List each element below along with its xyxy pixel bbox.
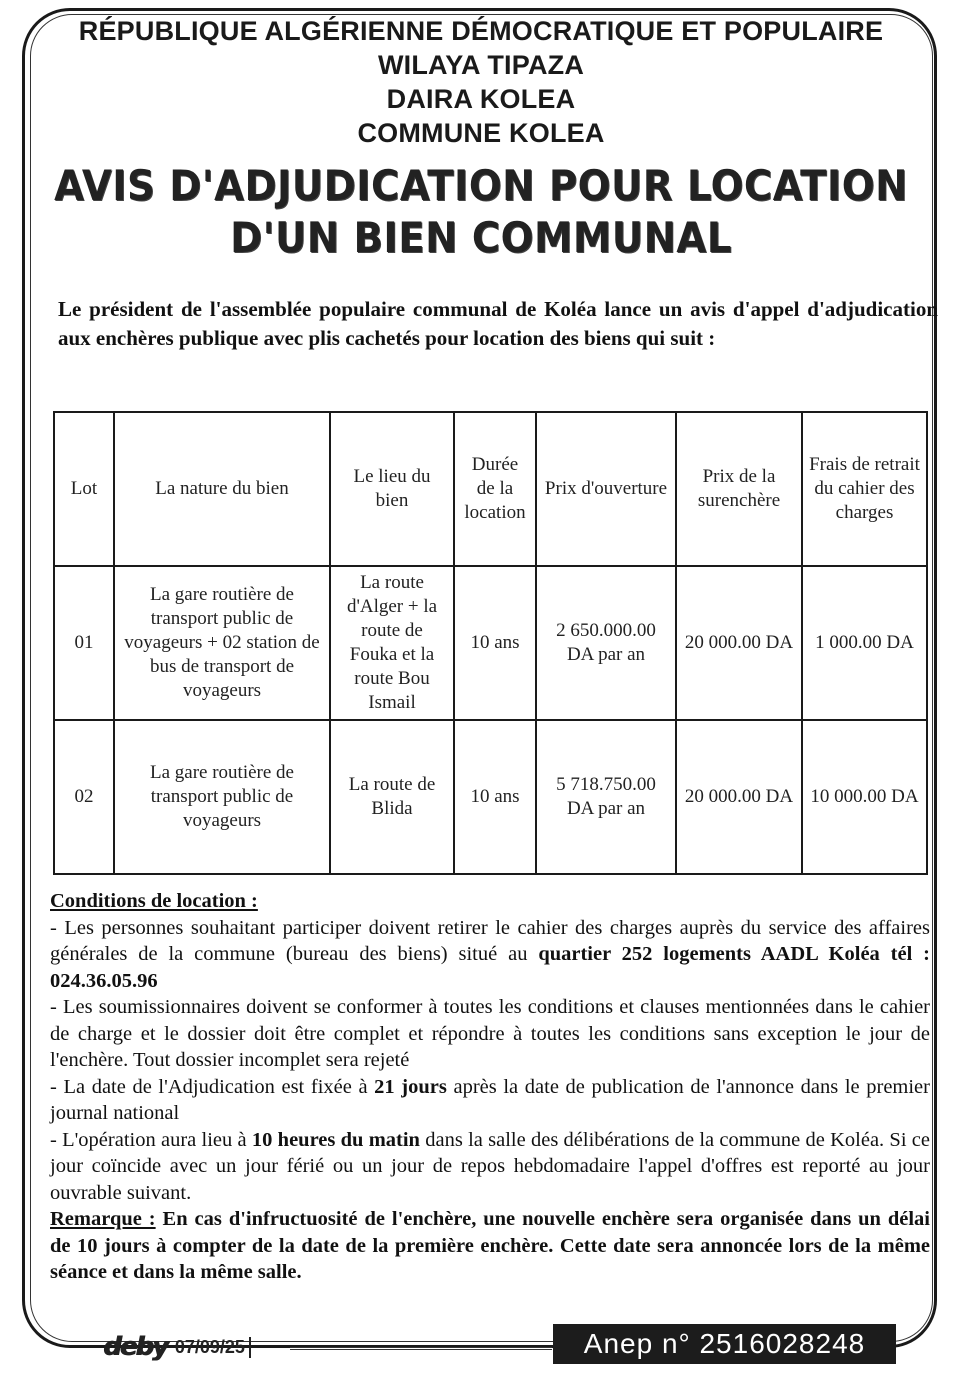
cell-prix-ouverture: 2 650.000.00 DA par an bbox=[536, 566, 676, 720]
footer-publisher bbox=[103, 1330, 251, 1364]
condition-hour: 10 heures du matin bbox=[251, 1128, 420, 1151]
table-row bbox=[54, 566, 927, 720]
cell-lot: 01 bbox=[54, 566, 114, 720]
condition-paragraph bbox=[50, 915, 930, 995]
header bbox=[0, 14, 962, 150]
remark-paragraph bbox=[50, 1206, 930, 1286]
remark-label: Remarque : bbox=[50, 1208, 156, 1230]
cell-nature: La gare routière de transport public de voyageurs bbox=[114, 720, 330, 874]
header-republic: RÉPUBLIQUE ALGÉRIENNE DÉMOCRATIQUE ET POPULAIRE bbox=[78, 16, 884, 46]
header-commune: COMMUNE KOLEA bbox=[357, 118, 605, 148]
header-nature: La nature du bien bbox=[114, 412, 330, 566]
condition-paragraph bbox=[50, 1127, 930, 1207]
header-lot: Lot bbox=[54, 412, 114, 566]
condition-text: dans la salle des délibérations de la commune de Koléa. Si ce jour coïncide avec un jour férié ou un jour de repos hebdomadaire l'appel d'offres est reporté au jour ouvrable suivant. bbox=[50, 1128, 930, 1204]
title-line-2: D'UN BIEN COMMUNAL bbox=[230, 213, 732, 262]
header-duree: Durée de la location bbox=[454, 412, 536, 566]
condition-text: - L'opération aura lieu à bbox=[50, 1128, 252, 1151]
header-prix-ouverture: Prix d'ouverture bbox=[536, 412, 676, 566]
conditions-section bbox=[50, 888, 930, 1286]
intro-paragraph: Le président de l'assemblée populaire communal de Koléa lance un avis d'appel d'adjudication aux enchères publique avec plis cachetés pour location des biens qui suit : bbox=[58, 297, 938, 350]
publisher-logo: deby bbox=[103, 1332, 167, 1362]
notice-title bbox=[0, 160, 962, 264]
condition-text: - Les personnes souhaitant participer doivent retirer le cahier des charges auprès du service des affaires générales de la commune (bureau des biens) situé au bbox=[50, 916, 930, 965]
cell-lot: 02 bbox=[54, 720, 114, 874]
cell-lieu: La route d'Alger + la route de Fouka et la route Bou Ismail bbox=[330, 566, 454, 720]
title-line-1: AVIS D'ADJUDICATION POUR LOCATION bbox=[54, 161, 908, 210]
cell-frais-retrait: 10 000.00 DA bbox=[802, 720, 927, 874]
cell-prix-ouverture: 5 718.750.00 DA par an bbox=[536, 720, 676, 874]
cell-frais-retrait: 1 000.00 DA bbox=[802, 566, 927, 720]
cell-duree: 10 ans bbox=[454, 566, 536, 720]
header-daira: DAIRA KOLEA bbox=[386, 84, 576, 114]
header-wilaya: WILAYA TIPAZA bbox=[377, 50, 585, 80]
anep-reference: Anep n° 2516028248 bbox=[553, 1324, 896, 1364]
condition-days: 21 jours bbox=[374, 1075, 447, 1098]
conditions-title: Conditions de location : bbox=[50, 890, 258, 912]
footer-divider bbox=[290, 1347, 552, 1350]
cell-duree: 10 ans bbox=[454, 720, 536, 874]
table-row bbox=[54, 720, 927, 874]
table-header-row bbox=[54, 412, 927, 566]
cell-prix-surenchere: 20 000.00 DA bbox=[676, 720, 802, 874]
cell-lieu: La route de Blida bbox=[330, 720, 454, 874]
condition-text: - La date de l'Adjudication est fixée à bbox=[50, 1075, 375, 1098]
header-frais-retrait: Frais de retrait du cahier des charges bbox=[802, 412, 927, 566]
header-prix-surenchere: Prix de la surenchère bbox=[676, 412, 802, 566]
header-lieu: Le lieu du bien bbox=[330, 412, 454, 566]
remark-text: En cas d'infructuosité de l'enchère, une nouvelle enchère sera organisée dans un délai de 10 jours à compter de la date de la première enchère. Cette date sera annoncée lors de la même séance et dans la même salle. bbox=[50, 1208, 931, 1283]
cell-prix-surenchere: 20 000.00 DA bbox=[676, 566, 802, 720]
condition-paragraph: - Les soumissionnaires doivent se conformer à toutes les conditions et clauses mentionnées dans le cahier de charge et le dossier doit être complet et répondre à toutes les conditions sans exception le jour de l'enchère. Tout dossier incomplet sera rejeté bbox=[50, 996, 930, 1071]
condition-address: quartier 252 logements AADL Koléa tél : 024.36.05.96 bbox=[50, 943, 930, 992]
cell-nature: La gare routière de transport public de voyageurs + 02 station de bus de transport de voyageurs bbox=[114, 566, 330, 720]
publication-date: 07/09/25 bbox=[175, 1337, 251, 1358]
condition-text: après la date de publication de l'annonce dans le premier journal national bbox=[50, 1075, 930, 1124]
condition-paragraph bbox=[50, 1074, 930, 1127]
lots-table bbox=[53, 411, 928, 875]
